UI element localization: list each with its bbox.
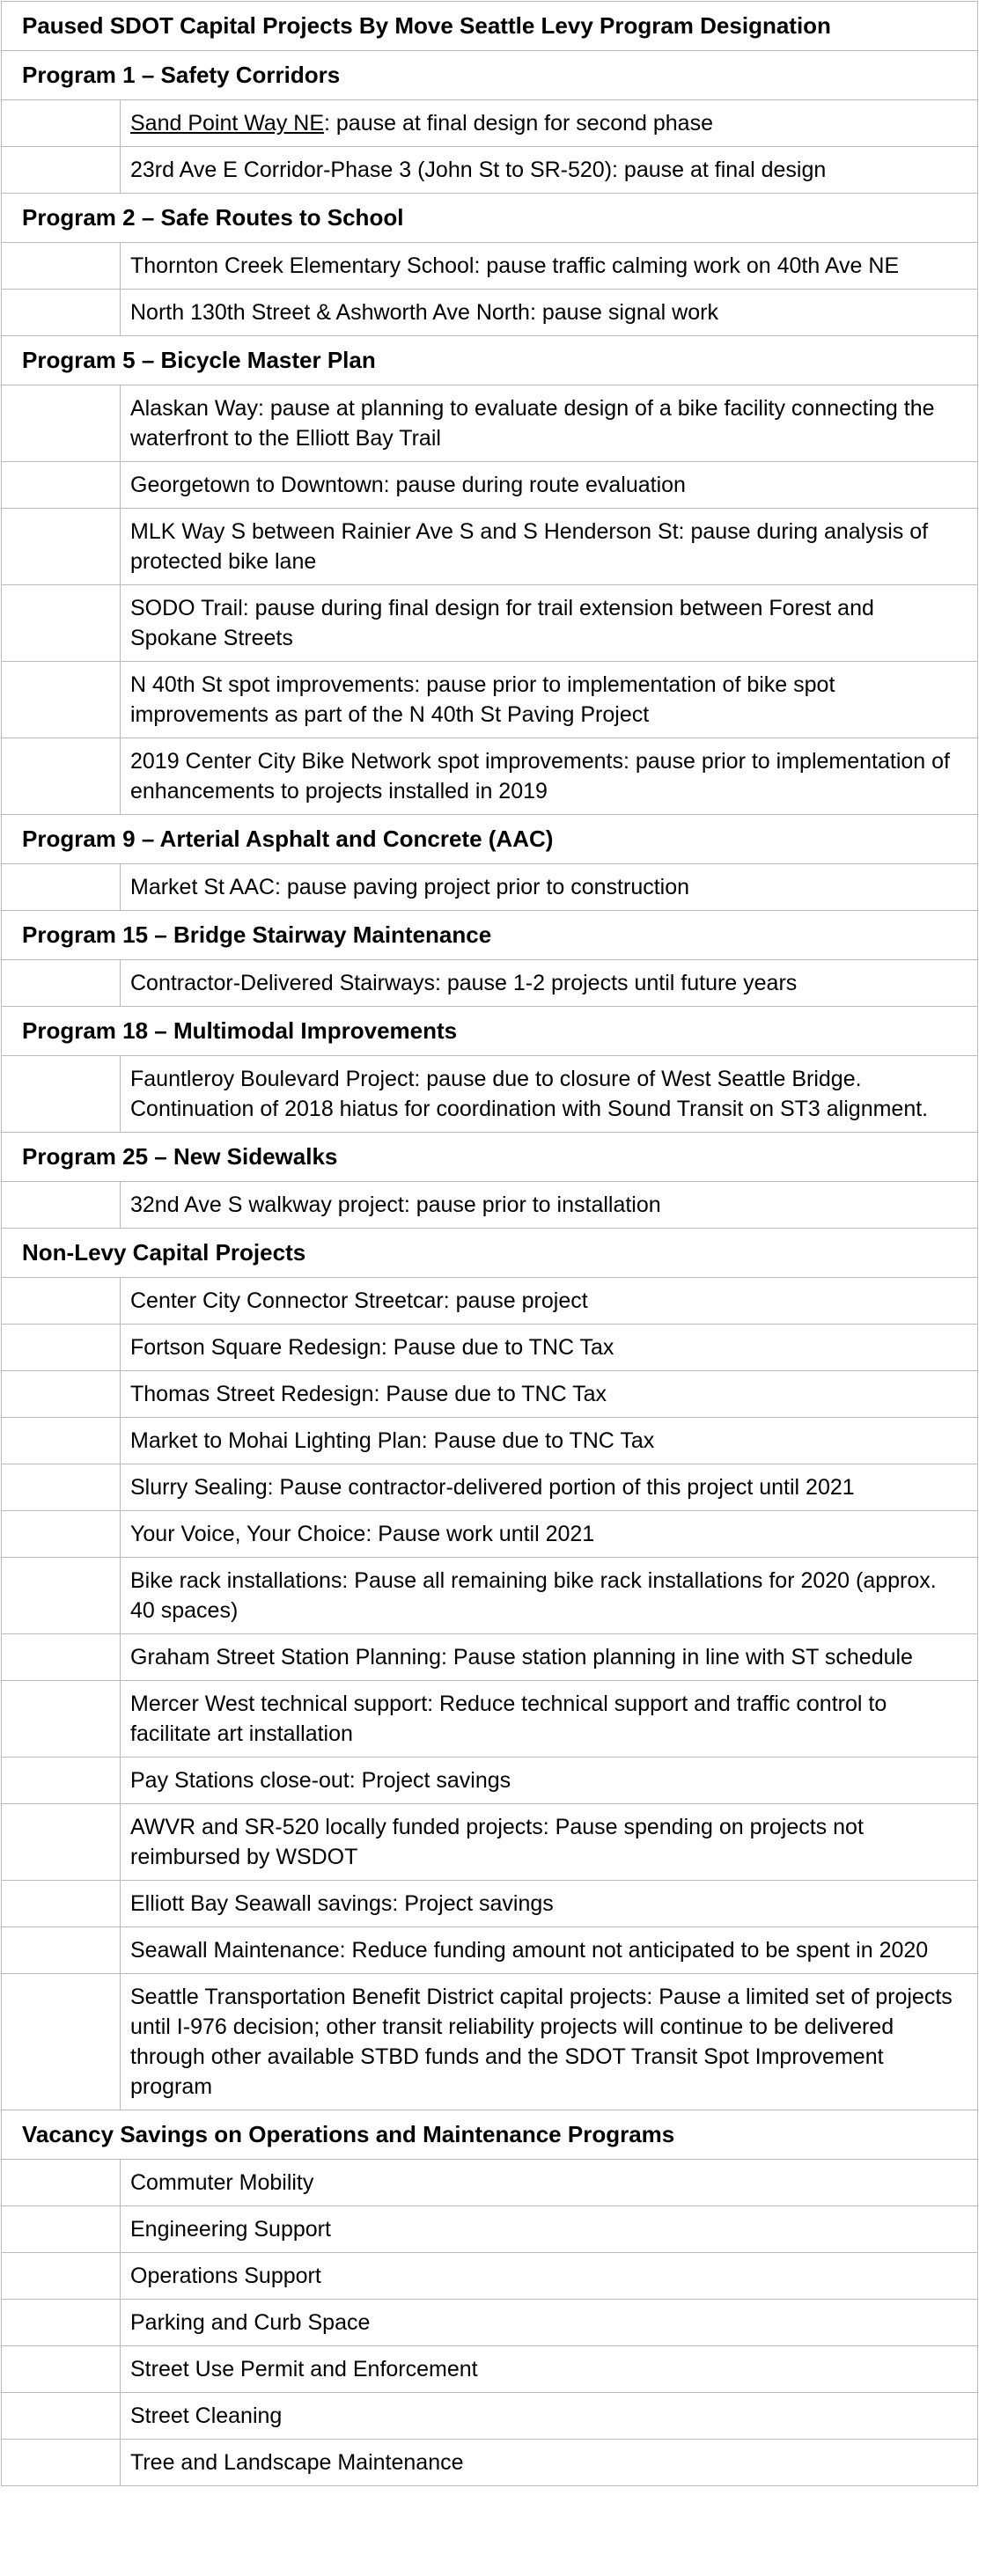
- project-description-cell: [121, 509, 978, 585]
- project-row: [2, 1464, 978, 1511]
- project-description: SODO Trail: pause during final design for trail extension between Forest and Spokane Streets: [130, 596, 874, 650]
- project-description: Slurry Sealing: Pause contractor-delivered portion of this project until 2021: [130, 1475, 855, 1500]
- projects-table-body: [2, 2, 978, 2486]
- section-header-row: [2, 2110, 978, 2160]
- project-description-cell: [121, 1511, 978, 1558]
- project-row: [2, 1758, 978, 1804]
- row-spacer-cell: [2, 1464, 121, 1511]
- section-header: Non-Levy Capital Projects: [2, 1229, 978, 1278]
- project-row: [2, 1418, 978, 1464]
- project-row: [2, 2160, 978, 2206]
- project-description-cell: [121, 1056, 978, 1133]
- project-description-cell: [121, 1182, 978, 1229]
- project-description: Bike rack installations: Pause all remaining bike rack installations for 2020 (approx. 40 spaces): [130, 1568, 937, 1623]
- project-description-cell: [121, 1371, 978, 1418]
- project-row: [2, 1634, 978, 1681]
- project-description: 23rd Ave E Corridor-Phase 3 (John St to SR-520): pause at final design: [130, 158, 827, 182]
- project-description: Seawall Maintenance: Reduce funding amount not anticipated to be spent in 2020: [130, 1938, 929, 1963]
- section-header: Vacancy Savings on Operations and Maintenance Programs: [2, 2110, 978, 2160]
- row-spacer-cell: [2, 1056, 121, 1133]
- project-description: Graham Street Station Planning: Pause station planning in line with ST schedule: [130, 1645, 913, 1670]
- project-description-cell: [121, 1418, 978, 1464]
- project-row: [2, 1325, 978, 1371]
- row-spacer-cell: [2, 385, 121, 462]
- project-row: [2, 1371, 978, 1418]
- project-row: [2, 1182, 978, 1229]
- project-description: Alaskan Way: pause at planning to evaluate design of a bike facility connecting the waterfront to the Elliott Bay Trail: [130, 396, 935, 451]
- project-description: Pay Stations close-out: Project savings: [130, 1768, 511, 1793]
- project-description: Market St AAC: pause paving project prior to construction: [130, 875, 690, 899]
- project-description-cell: [121, 243, 978, 290]
- project-description-cell: [121, 462, 978, 509]
- row-spacer-cell: [2, 147, 121, 194]
- project-description: MLK Way S between Rainier Ave S and S Henderson St: pause during analysis of protected bike lane: [130, 519, 929, 574]
- project-description: Street Use Permit and Enforcement: [130, 2357, 478, 2382]
- row-spacer-cell: [2, 1758, 121, 1804]
- project-description-cell: [121, 1278, 978, 1325]
- project-row: [2, 243, 978, 290]
- table-title-row: [2, 2, 978, 51]
- section-header-row: [2, 911, 978, 960]
- row-spacer-cell: [2, 462, 121, 509]
- row-spacer-cell: [2, 960, 121, 1007]
- project-row: [2, 1511, 978, 1558]
- project-description: Mercer West technical support: Reduce technical support and traffic control to facilitate art installation: [130, 1692, 887, 1746]
- row-spacer-cell: [2, 1278, 121, 1325]
- project-description-cell: [121, 1881, 978, 1927]
- row-spacer-cell: [2, 2346, 121, 2393]
- row-spacer-cell: [2, 585, 121, 662]
- project-description-cell: [121, 1974, 978, 2110]
- project-row: [2, 738, 978, 815]
- project-description: Fortson Square Redesign: Pause due to TNC Tax: [130, 1335, 614, 1360]
- row-spacer-cell: [2, 2440, 121, 2486]
- row-spacer-cell: [2, 2160, 121, 2206]
- project-description: Tree and Landscape Maintenance: [130, 2450, 464, 2475]
- section-header-row: [2, 336, 978, 385]
- section-header: Program 5 – Bicycle Master Plan: [2, 336, 978, 385]
- project-description-cell: [121, 1927, 978, 1974]
- project-description: Market to Mohai Lighting Plan: Pause due to TNC Tax: [130, 1428, 655, 1453]
- project-description: : pause at final design for second phase: [324, 111, 713, 136]
- project-description-cell: [121, 1464, 978, 1511]
- project-description: 32nd Ave S walkway project: pause prior to installation: [130, 1193, 661, 1217]
- project-row: [2, 1881, 978, 1927]
- row-spacer-cell: [2, 243, 121, 290]
- project-description-cell: [121, 100, 978, 147]
- section-header-row: [2, 1007, 978, 1056]
- project-description-cell: [121, 662, 978, 738]
- project-description: 2019 Center City Bike Network spot improvements: pause prior to implementation of enhancements to projects installed in 2019: [130, 749, 950, 804]
- row-spacer-cell: [2, 100, 121, 147]
- row-spacer-cell: [2, 509, 121, 585]
- project-row: [2, 2393, 978, 2440]
- row-spacer-cell: [2, 2300, 121, 2346]
- project-description: Seattle Transportation Benefit District capital projects: Pause a limited set of projects until I-976 decision; other transit reliability projects will continue to be delivered through other available STBD funds and the SDOT Transit Spot Improvement program: [130, 1985, 953, 2099]
- row-spacer-cell: [2, 2253, 121, 2300]
- projects-table: [1, 1, 978, 2486]
- project-description-cell: [121, 2300, 978, 2346]
- section-header: Program 15 – Bridge Stairway Maintenance: [2, 911, 978, 960]
- project-description-cell: [121, 2206, 978, 2253]
- project-row: [2, 2253, 978, 2300]
- project-description-cell: [121, 147, 978, 194]
- project-description: North 130th Street & Ashworth Ave North: pause signal work: [130, 300, 718, 325]
- row-spacer-cell: [2, 738, 121, 815]
- project-row: [2, 100, 978, 147]
- project-row: [2, 2300, 978, 2346]
- project-row: [2, 2206, 978, 2253]
- project-row: [2, 1056, 978, 1133]
- project-description-cell: [121, 1325, 978, 1371]
- project-row: [2, 864, 978, 911]
- project-row: [2, 2440, 978, 2486]
- project-row: [2, 385, 978, 462]
- row-spacer-cell: [2, 864, 121, 911]
- section-header: Program 18 – Multimodal Improvements: [2, 1007, 978, 1056]
- project-row: [2, 1558, 978, 1634]
- row-spacer-cell: [2, 1325, 121, 1371]
- row-spacer-cell: [2, 1511, 121, 1558]
- project-row: [2, 509, 978, 585]
- project-description-cell: [121, 738, 978, 815]
- project-description: Parking and Curb Space: [130, 2310, 371, 2335]
- row-spacer-cell: [2, 1371, 121, 1418]
- row-spacer-cell: [2, 290, 121, 336]
- project-description-cell: [121, 585, 978, 662]
- project-description-cell: [121, 2160, 978, 2206]
- project-row: [2, 2346, 978, 2393]
- project-row: [2, 1927, 978, 1974]
- project-row: [2, 662, 978, 738]
- project-row: [2, 147, 978, 194]
- project-description-cell: [121, 2346, 978, 2393]
- section-header-row: [2, 194, 978, 243]
- project-description-cell: [121, 385, 978, 462]
- project-description-cell: [121, 2393, 978, 2440]
- row-spacer-cell: [2, 1881, 121, 1927]
- row-spacer-cell: [2, 662, 121, 738]
- section-header: Program 2 – Safe Routes to School: [2, 194, 978, 243]
- project-description-cell: [121, 1634, 978, 1681]
- sand-point-way-link[interactable]: Sand Point Way NE: [130, 111, 325, 136]
- project-description-cell: [121, 2440, 978, 2486]
- project-description: Commuter Mobility: [130, 2170, 314, 2195]
- section-header-row: [2, 1229, 978, 1278]
- project-row: [2, 1974, 978, 2110]
- project-description: Georgetown to Downtown: pause during route evaluation: [130, 473, 686, 497]
- project-description: Fauntleroy Boulevard Project: pause due to closure of West Seattle Bridge. Continuation of 2018 hiatus for coordination with Sound Transit on ST3 alignment.: [130, 1067, 929, 1121]
- row-spacer-cell: [2, 1418, 121, 1464]
- project-row: [2, 1278, 978, 1325]
- row-spacer-cell: [2, 1927, 121, 1974]
- project-description-cell: [121, 290, 978, 336]
- project-description-cell: [121, 1681, 978, 1758]
- table-title: Paused SDOT Capital Projects By Move Seattle Levy Program Designation: [2, 2, 978, 51]
- project-description-cell: [121, 1758, 978, 1804]
- project-row: [2, 585, 978, 662]
- project-description-cell: [121, 1804, 978, 1881]
- row-spacer-cell: [2, 1558, 121, 1634]
- project-row: [2, 462, 978, 509]
- project-description: Engineering Support: [130, 2217, 331, 2242]
- section-header-row: [2, 1133, 978, 1182]
- project-row: [2, 290, 978, 336]
- project-description: Elliott Bay Seawall savings: Project savings: [130, 1891, 554, 1916]
- project-description: Your Voice, Your Choice: Pause work until 2021: [130, 1522, 595, 1546]
- row-spacer-cell: [2, 1974, 121, 2110]
- project-description-cell: [121, 960, 978, 1007]
- section-header: Program 9 – Arterial Asphalt and Concrete (AAC): [2, 815, 978, 864]
- project-row: [2, 1804, 978, 1881]
- project-description: Thornton Creek Elementary School: pause traffic calming work on 40th Ave NE: [130, 253, 900, 278]
- project-description-cell: [121, 1558, 978, 1634]
- section-header: Program 25 – New Sidewalks: [2, 1133, 978, 1182]
- project-description-cell: [121, 2253, 978, 2300]
- project-description: AWVR and SR-520 locally funded projects: Pause spending on projects not reimbursed by WSDOT: [130, 1815, 864, 1869]
- row-spacer-cell: [2, 1182, 121, 1229]
- project-description: Street Cleaning: [130, 2404, 283, 2428]
- project-description: Operations Support: [130, 2264, 321, 2288]
- project-description: Center City Connector Streetcar: pause project: [130, 1288, 588, 1313]
- project-description: Contractor-Delivered Stairways: pause 1-2 projects until future years: [130, 971, 798, 995]
- section-header-row: [2, 815, 978, 864]
- section-header: Program 1 – Safety Corridors: [2, 51, 978, 100]
- row-spacer-cell: [2, 1634, 121, 1681]
- row-spacer-cell: [2, 1681, 121, 1758]
- project-row: [2, 960, 978, 1007]
- row-spacer-cell: [2, 2206, 121, 2253]
- project-row: [2, 1681, 978, 1758]
- project-description: Thomas Street Redesign: Pause due to TNC Tax: [130, 1382, 607, 1406]
- row-spacer-cell: [2, 2393, 121, 2440]
- row-spacer-cell: [2, 1804, 121, 1881]
- page: [0, 1, 986, 2576]
- project-description: N 40th St spot improvements: pause prior to implementation of bike spot improvements as part of the N 40th St Paving Project: [130, 672, 835, 727]
- project-description-cell: [121, 864, 978, 911]
- section-header-row: [2, 51, 978, 100]
